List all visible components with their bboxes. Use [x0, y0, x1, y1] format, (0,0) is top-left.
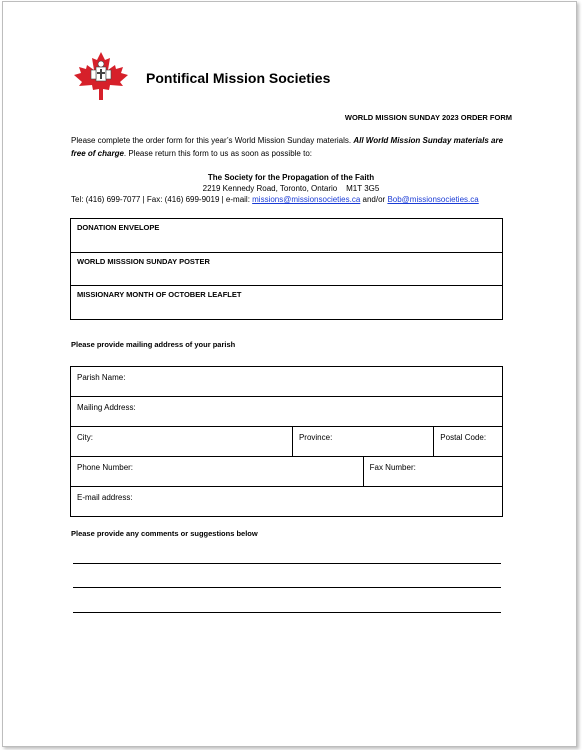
table-row: [71, 286, 503, 320]
table-row: [71, 457, 503, 487]
table-row: [71, 397, 503, 427]
email-link-bob[interactable]: Bob@missionsocieties.ca: [387, 195, 479, 204]
form-title: WORLD MISSION SUNDAY 2023 ORDER FORM: [344, 113, 512, 122]
comment-line-1[interactable]: [73, 563, 501, 564]
province-field[interactable]: Province:: [292, 427, 433, 457]
intro-text-1: Please complete the order form for this year’s World Mission Sunday materials.: [71, 136, 354, 145]
postal-code-field[interactable]: Postal Code:: [434, 427, 503, 457]
contact-phone-fax: Tel: (416) 699-7077 | Fax: (416) 699-9019 | e-mail:: [71, 195, 253, 204]
contact-and-or: and/or: [360, 195, 388, 204]
maple-leaf-logo: [70, 52, 132, 100]
city-field[interactable]: City:: [71, 427, 293, 457]
society-name: The Society for the Propagation of the Faith: [207, 173, 375, 182]
table-row: [71, 487, 503, 517]
table-row: [71, 253, 503, 286]
street-address: 2219 Kennedy Road, Toronto, Ontario M1T 3G5: [202, 184, 380, 193]
email-address-field[interactable]: E-mail address:: [71, 487, 503, 517]
intro-paragraph: [71, 134, 511, 160]
comments-heading: Please provide any comments or suggestions below: [71, 529, 258, 538]
mailing-address-table: [70, 366, 503, 517]
comment-line-2[interactable]: [73, 587, 501, 588]
org-name: Pontifical Mission Societies: [146, 70, 331, 86]
comment-line-3[interactable]: [73, 612, 501, 613]
order-items-table: [70, 218, 503, 320]
email-link-missions[interactable]: missions@missionsocieties.ca: [252, 195, 361, 204]
order-item-leaflet[interactable]: MISSIONARY MONTH OF OCTOBER LEAFLET: [71, 286, 503, 320]
fax-number-field[interactable]: Fax Number:: [363, 457, 502, 487]
mailing-address-heading: Please provide mailing address of your parish: [71, 340, 236, 349]
order-item-poster[interactable]: WORLD MISSSION SUNDAY POSTER: [71, 253, 503, 286]
contact-line: [71, 195, 479, 204]
table-row: [71, 219, 503, 253]
table-row: [71, 367, 503, 397]
order-item-donation-envelope[interactable]: DONATION ENVELOPE: [71, 219, 503, 253]
mailing-address-field[interactable]: Mailing Address:: [71, 397, 503, 427]
parish-name-field[interactable]: Parish Name:: [71, 367, 503, 397]
phone-number-field[interactable]: Phone Number:: [71, 457, 364, 487]
intro-text-2: . Please return this form to us as soon as possible to:: [123, 149, 312, 158]
intro-free-notice: All World Mission Sunday materials are free of charge: [71, 136, 504, 158]
table-row: [71, 427, 503, 457]
